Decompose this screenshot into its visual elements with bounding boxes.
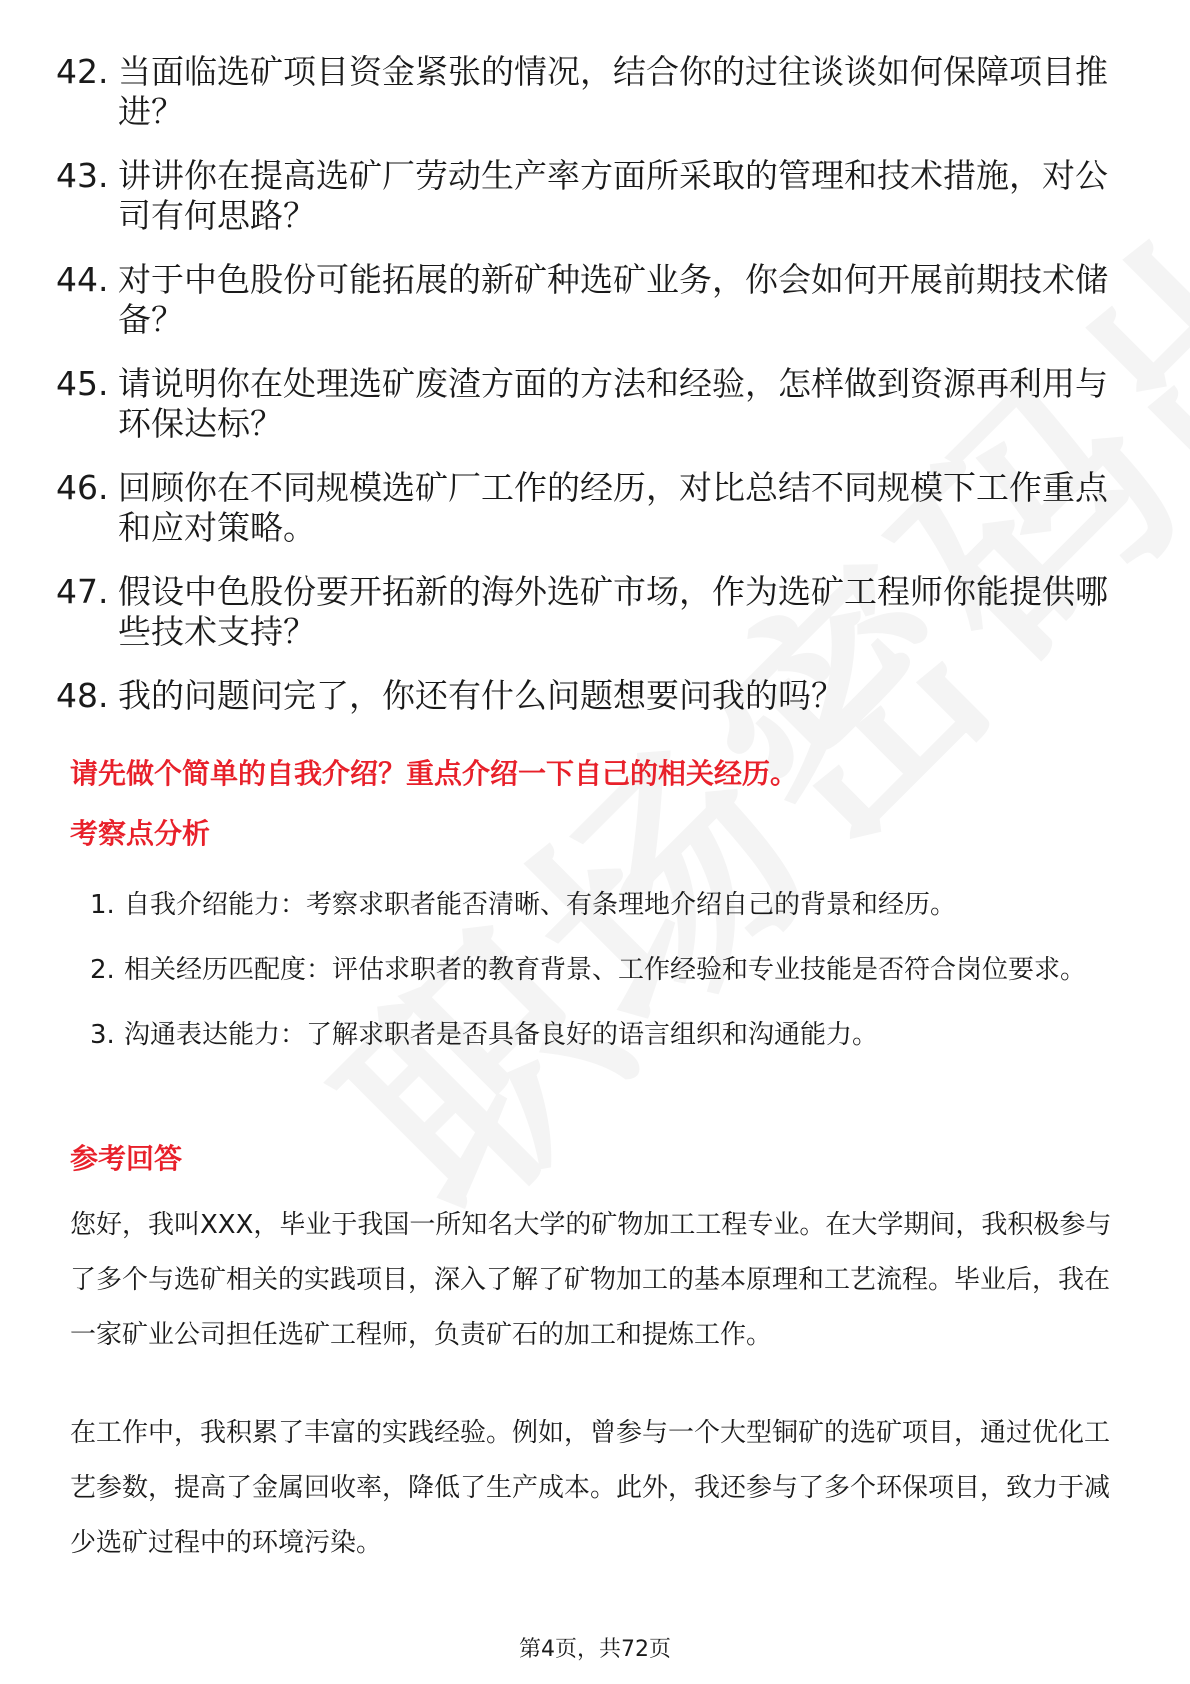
question-text: 我的问题问完了，你还有什么问题想要问我的吗？ xyxy=(118,676,844,715)
question-number: 47. xyxy=(56,572,109,611)
analysis-point xyxy=(90,1008,1130,1063)
question-text: 请说明你在处理选矿废渣方面的方法和经验，怎样做到资源再利用与环保达标？ xyxy=(118,364,1108,443)
answer-title: 参考回答 xyxy=(70,1142,183,1175)
analysis-title: 考察点分析 xyxy=(70,817,211,850)
question-item xyxy=(56,156,1136,236)
point-number: 1. xyxy=(90,890,115,920)
question-title: 请先做个简单的自我介绍？重点介绍一下自己的相关经历。 xyxy=(70,757,799,790)
question-number: 48. xyxy=(56,676,109,715)
analysis-points xyxy=(90,878,1130,1073)
point-text: 相关经历匹配度：评估求职者的教育背景、工作经验和专业技能是否符合岗位要求。 xyxy=(124,955,1087,985)
point-number: 3. xyxy=(90,1020,115,1050)
analysis-point xyxy=(90,878,1130,933)
point-text: 自我介绍能力：考察求职者能否清晰、有条理地介绍自己的背景和经历。 xyxy=(124,890,957,920)
answer-paragraph: 在工作中，我积累了丰富的实践经验。例如，曾参与一个大型铜矿的选矿项目，通过优化工艺参数，提高了金属回收率，降低了生产成本。此外，我还参与了多个环保项目，致力于减少选矿过程中的环境污染。 xyxy=(70,1418,1111,1558)
question-text: 当面临选矿项目资金紧张的情况，结合你的过往谈谈如何保障项目推进？ xyxy=(118,52,1108,131)
question-item xyxy=(56,572,1136,652)
question-text: 回顾你在不同规模选矿厂工作的经历，对比总结不同规模下工作重点和应对策略。 xyxy=(118,468,1108,547)
question-item xyxy=(56,52,1136,132)
question-text: 讲讲你在提高选矿厂劳动生产率方面所采取的管理和技术措施，对公司有何思路？ xyxy=(118,156,1108,235)
question-number: 45. xyxy=(56,364,109,403)
question-number: 42. xyxy=(56,52,109,91)
question-item xyxy=(56,676,1136,716)
answer-paragraph: 您好，我叫XXX，毕业于我国一所知名大学的矿物加工工程专业。在大学期间，我积极参与了多个与选矿相关的实践项目，深入了解了矿物加工的基本原理和工艺流程。毕业后，我在一家矿业公司担任选矿工程师，负责矿石的加工和提炼工作。 xyxy=(70,1210,1112,1350)
question-text: 假设中色股份要开拓新的海外选矿市场，作为选矿工程师你能提供哪些技术支持？ xyxy=(118,572,1108,651)
question-item xyxy=(56,364,1136,444)
question-item xyxy=(56,468,1136,548)
analysis-point xyxy=(90,943,1130,998)
question-number: 43. xyxy=(56,156,109,195)
question-text: 对于中色股份可能拓展的新矿种选矿业务，你会如何开展前期技术储备？ xyxy=(118,260,1108,339)
point-number: 2. xyxy=(90,955,115,985)
question-item xyxy=(56,260,1136,340)
question-number: 46. xyxy=(56,468,109,507)
point-text: 沟通表达能力：了解求职者是否具备良好的语言组织和沟通能力。 xyxy=(124,1020,879,1050)
question-number: 44. xyxy=(56,260,109,299)
page-number: 第4页，共72页 xyxy=(519,1637,671,1662)
question-list xyxy=(56,52,1136,740)
